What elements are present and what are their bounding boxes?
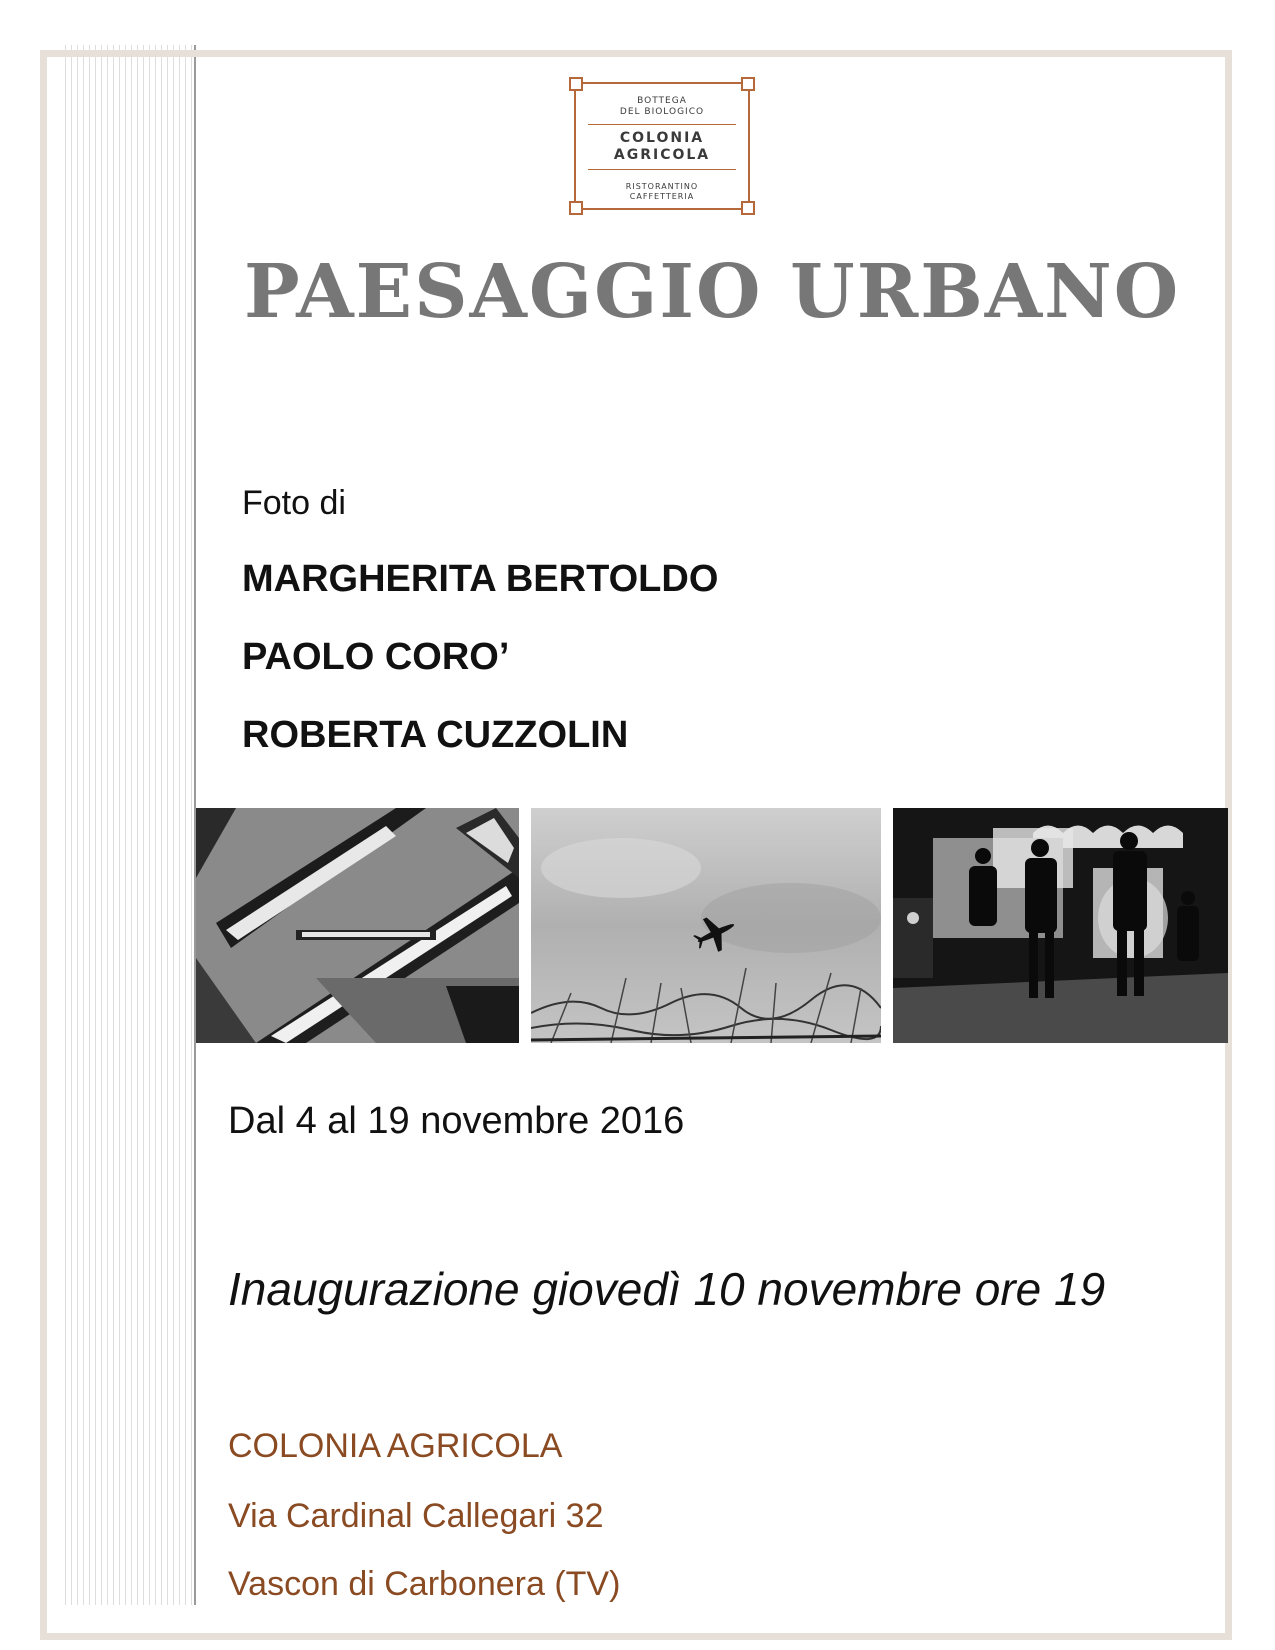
venue-name: COLONIA AGRICOLA bbox=[228, 1427, 563, 1465]
logo-top-line2: DEL BIOLOGICO bbox=[619, 107, 705, 117]
venue-address: Via Cardinal Callegari 32 bbox=[228, 1497, 604, 1535]
logo-bottom-line1: RISTORANTINO bbox=[625, 182, 699, 191]
exhibition-dates: Dal 4 al 19 novembre 2016 bbox=[228, 1100, 685, 1142]
photo-architecture bbox=[196, 808, 519, 1043]
logo-corner bbox=[741, 201, 755, 215]
logo-top-line1: BOTTEGA bbox=[637, 96, 687, 106]
airplane-photo-image bbox=[531, 808, 881, 1043]
logo-main-text bbox=[588, 124, 736, 170]
exhibition-title: PAESAGGIO URBANO bbox=[244, 249, 1181, 335]
logo-main-line2: AGRICOLA bbox=[613, 147, 711, 163]
artist-name: PAOLO CORO’ bbox=[242, 636, 510, 678]
opening-event: Inaugurazione giovedì 10 novembre ore 19 bbox=[228, 1263, 1106, 1315]
photo-night-market bbox=[893, 808, 1228, 1043]
photo-airplane bbox=[531, 808, 881, 1043]
logo-bottom-text bbox=[576, 182, 748, 202]
logo-corner bbox=[569, 77, 583, 91]
photos-by-label: Foto di bbox=[242, 484, 346, 522]
architecture-photo-image bbox=[196, 808, 519, 1043]
logo-corner bbox=[569, 201, 583, 215]
logo-top-text bbox=[576, 96, 748, 118]
logo-main-line1: COLONIA bbox=[619, 130, 705, 146]
artist-name: MARGHERITA BERTOLDO bbox=[242, 558, 719, 600]
artist-name: ROBERTA CUZZOLIN bbox=[242, 714, 629, 756]
night-market-photo-image bbox=[893, 808, 1228, 1043]
venue-city: Vascon di Carbonera (TV) bbox=[228, 1565, 621, 1603]
colonia-agricola-logo bbox=[574, 82, 750, 210]
logo-bottom-line2: CAFFETTERIA bbox=[629, 192, 695, 201]
logo-corner bbox=[741, 77, 755, 91]
